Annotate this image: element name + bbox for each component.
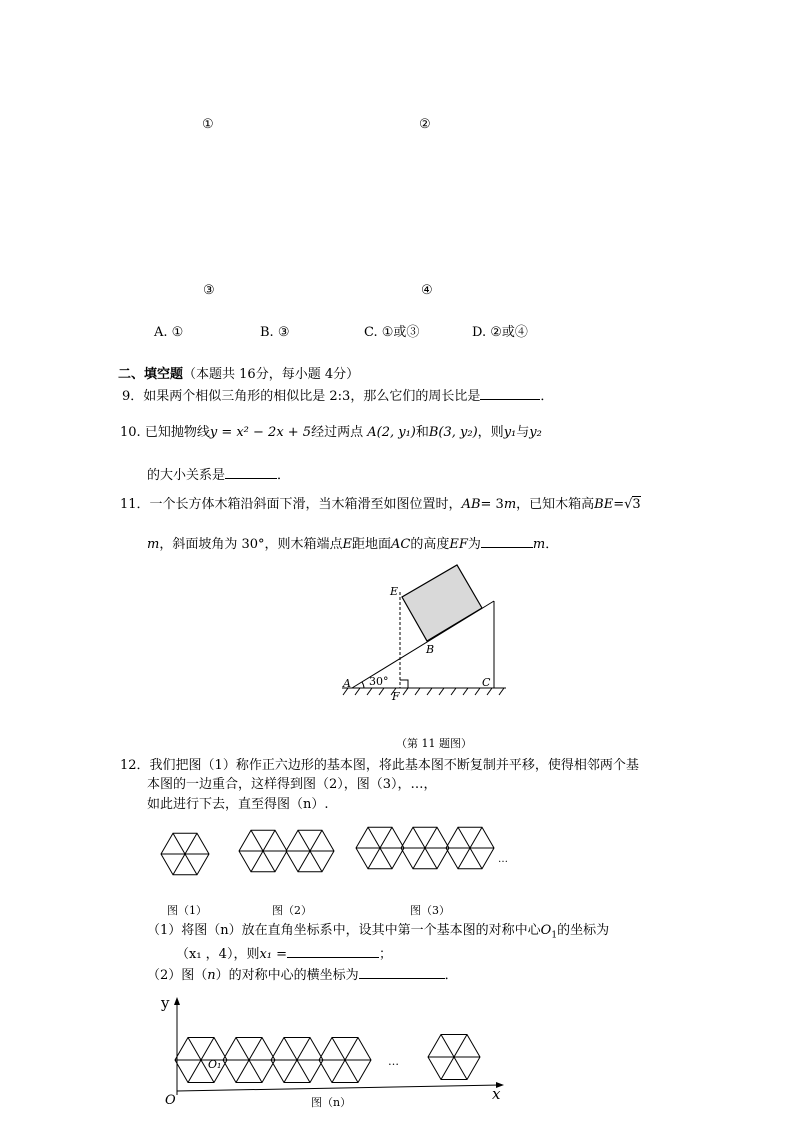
coord-hexagon-4	[319, 1037, 371, 1082]
q12-p2b: n	[207, 968, 216, 983]
figure-label-1: ①	[202, 117, 214, 132]
coord-hexagon-3	[271, 1037, 323, 1082]
q12-num: 12．	[120, 758, 150, 773]
q12-p1c: 的坐标为	[557, 923, 610, 938]
q10-formula: y = x² − 2x + 5	[209, 425, 312, 440]
q11-caption: （第 11 题图）	[396, 737, 472, 750]
q11-l2d: 距地面	[352, 537, 392, 552]
label-f: F	[392, 690, 400, 703]
q11-ef: EF	[449, 537, 468, 552]
label-c: C	[482, 676, 491, 689]
q9-text: 9．如果两个相似三角形的相似比是 2:3，那么它们的周长比是	[122, 389, 481, 404]
q12-p1d: （x₁ ，4），则	[176, 947, 260, 962]
q10-and: 和	[415, 425, 429, 440]
question-12-line3: 如此进行下去，直至得图（n）.	[147, 797, 329, 812]
q12-l1: 我们把图（1）称作正六边形的基本图，将此基本图不断复制并平移，使得相邻两个基	[149, 758, 639, 773]
q10-point-a: A(2, y₁)	[367, 425, 416, 440]
q12-p1-sub: 1	[551, 930, 558, 941]
q11-l1a: 一个长方体木箱沿斜面下滑，当木箱滑至如图位置时，	[149, 497, 462, 512]
y-axis-arrow	[174, 997, 180, 1005]
q11-be: BE	[594, 497, 614, 512]
q10-then: ，则	[477, 425, 504, 440]
q10-line2: 的大小关系是	[147, 468, 226, 483]
coord-hexagon-last	[428, 1034, 480, 1079]
label-e: E	[390, 585, 399, 598]
q10-with: 与	[516, 425, 530, 440]
q10-point-b: B(3, y₂)	[428, 425, 478, 440]
q9-end: ．	[540, 389, 554, 404]
q10-y2: y₂	[529, 425, 542, 440]
q12-p2a: （2）图（	[147, 968, 208, 983]
q11-m3: m	[532, 537, 546, 552]
axis-fig-label: 图（n）	[311, 1096, 352, 1109]
figure-label-4: ④	[421, 283, 433, 298]
q11-eq2: =	[613, 497, 625, 512]
q11-ab: AB	[461, 497, 481, 512]
axis-o1-label: O₁	[208, 1058, 222, 1071]
q11-l1e: ，已知木箱高	[516, 497, 595, 512]
q11-eq: = 3	[480, 497, 504, 512]
figure-label-3: ③	[203, 283, 215, 298]
hex-dots: …	[498, 854, 508, 865]
q11-sqrt-num: 3	[632, 497, 641, 512]
option-c: C. ①或③	[364, 325, 420, 340]
q12-p2c: ）的对称中心的横坐标为	[215, 968, 359, 983]
x-axis	[177, 1085, 500, 1091]
option-d: D. ②或④	[472, 325, 528, 340]
fig1-label: 图（1）	[167, 904, 207, 917]
coord-hexagon-2	[223, 1037, 275, 1082]
section-title: 二、填空题	[118, 367, 184, 382]
axis-x-label: x	[492, 1085, 501, 1103]
fig3-label: 图（3）	[410, 904, 450, 917]
q10-end: ．	[277, 468, 291, 483]
q11-l2f: 的高度	[410, 537, 450, 552]
q11-l2b: ，斜面坡角为 30°，则木箱端点	[159, 537, 343, 552]
q11-end: ．	[545, 537, 559, 552]
section-note: （本题共 16分，每小题 4分）	[183, 367, 360, 382]
q11-num: 11．	[120, 497, 150, 512]
q11-m2: m	[147, 537, 160, 552]
q11-e: E	[342, 537, 353, 552]
q10-y1: y₁	[503, 425, 517, 440]
label-a: A	[343, 677, 351, 690]
sqrt-icon: √	[624, 497, 633, 512]
axis-dots: …	[388, 1055, 399, 1068]
q12-p1a: （1）将图（n）放在直角坐标系中，设其中第一个基本图的对称中心	[147, 923, 541, 938]
q10-num: 10.	[120, 425, 141, 440]
fig2-label: 图（2）	[272, 904, 312, 917]
axis-origin-label: O	[165, 1093, 176, 1108]
figure-label-2: ②	[419, 117, 431, 132]
q12-p1f: ；	[379, 947, 393, 962]
q12-p1-o: O	[540, 923, 552, 938]
q11-ac: AC	[391, 537, 411, 552]
label-b: B	[426, 643, 435, 656]
q11-m1: m	[503, 497, 517, 512]
option-b: B. ③	[260, 325, 290, 340]
axis-y-label: y	[161, 994, 170, 1012]
q10-mid: 经过两点	[311, 425, 364, 440]
q12-p2d: ．	[444, 968, 458, 983]
option-a: A. ①	[154, 325, 184, 340]
q11-l2h: 为	[467, 537, 481, 552]
q10-pre: 已知抛物线	[144, 425, 210, 440]
question-12-line2: 本图的一边重合，这样得到图（2），图（3），…，	[147, 777, 437, 792]
q12-p1e: x₁ =	[259, 947, 288, 962]
label-angle: 30°	[369, 675, 389, 688]
